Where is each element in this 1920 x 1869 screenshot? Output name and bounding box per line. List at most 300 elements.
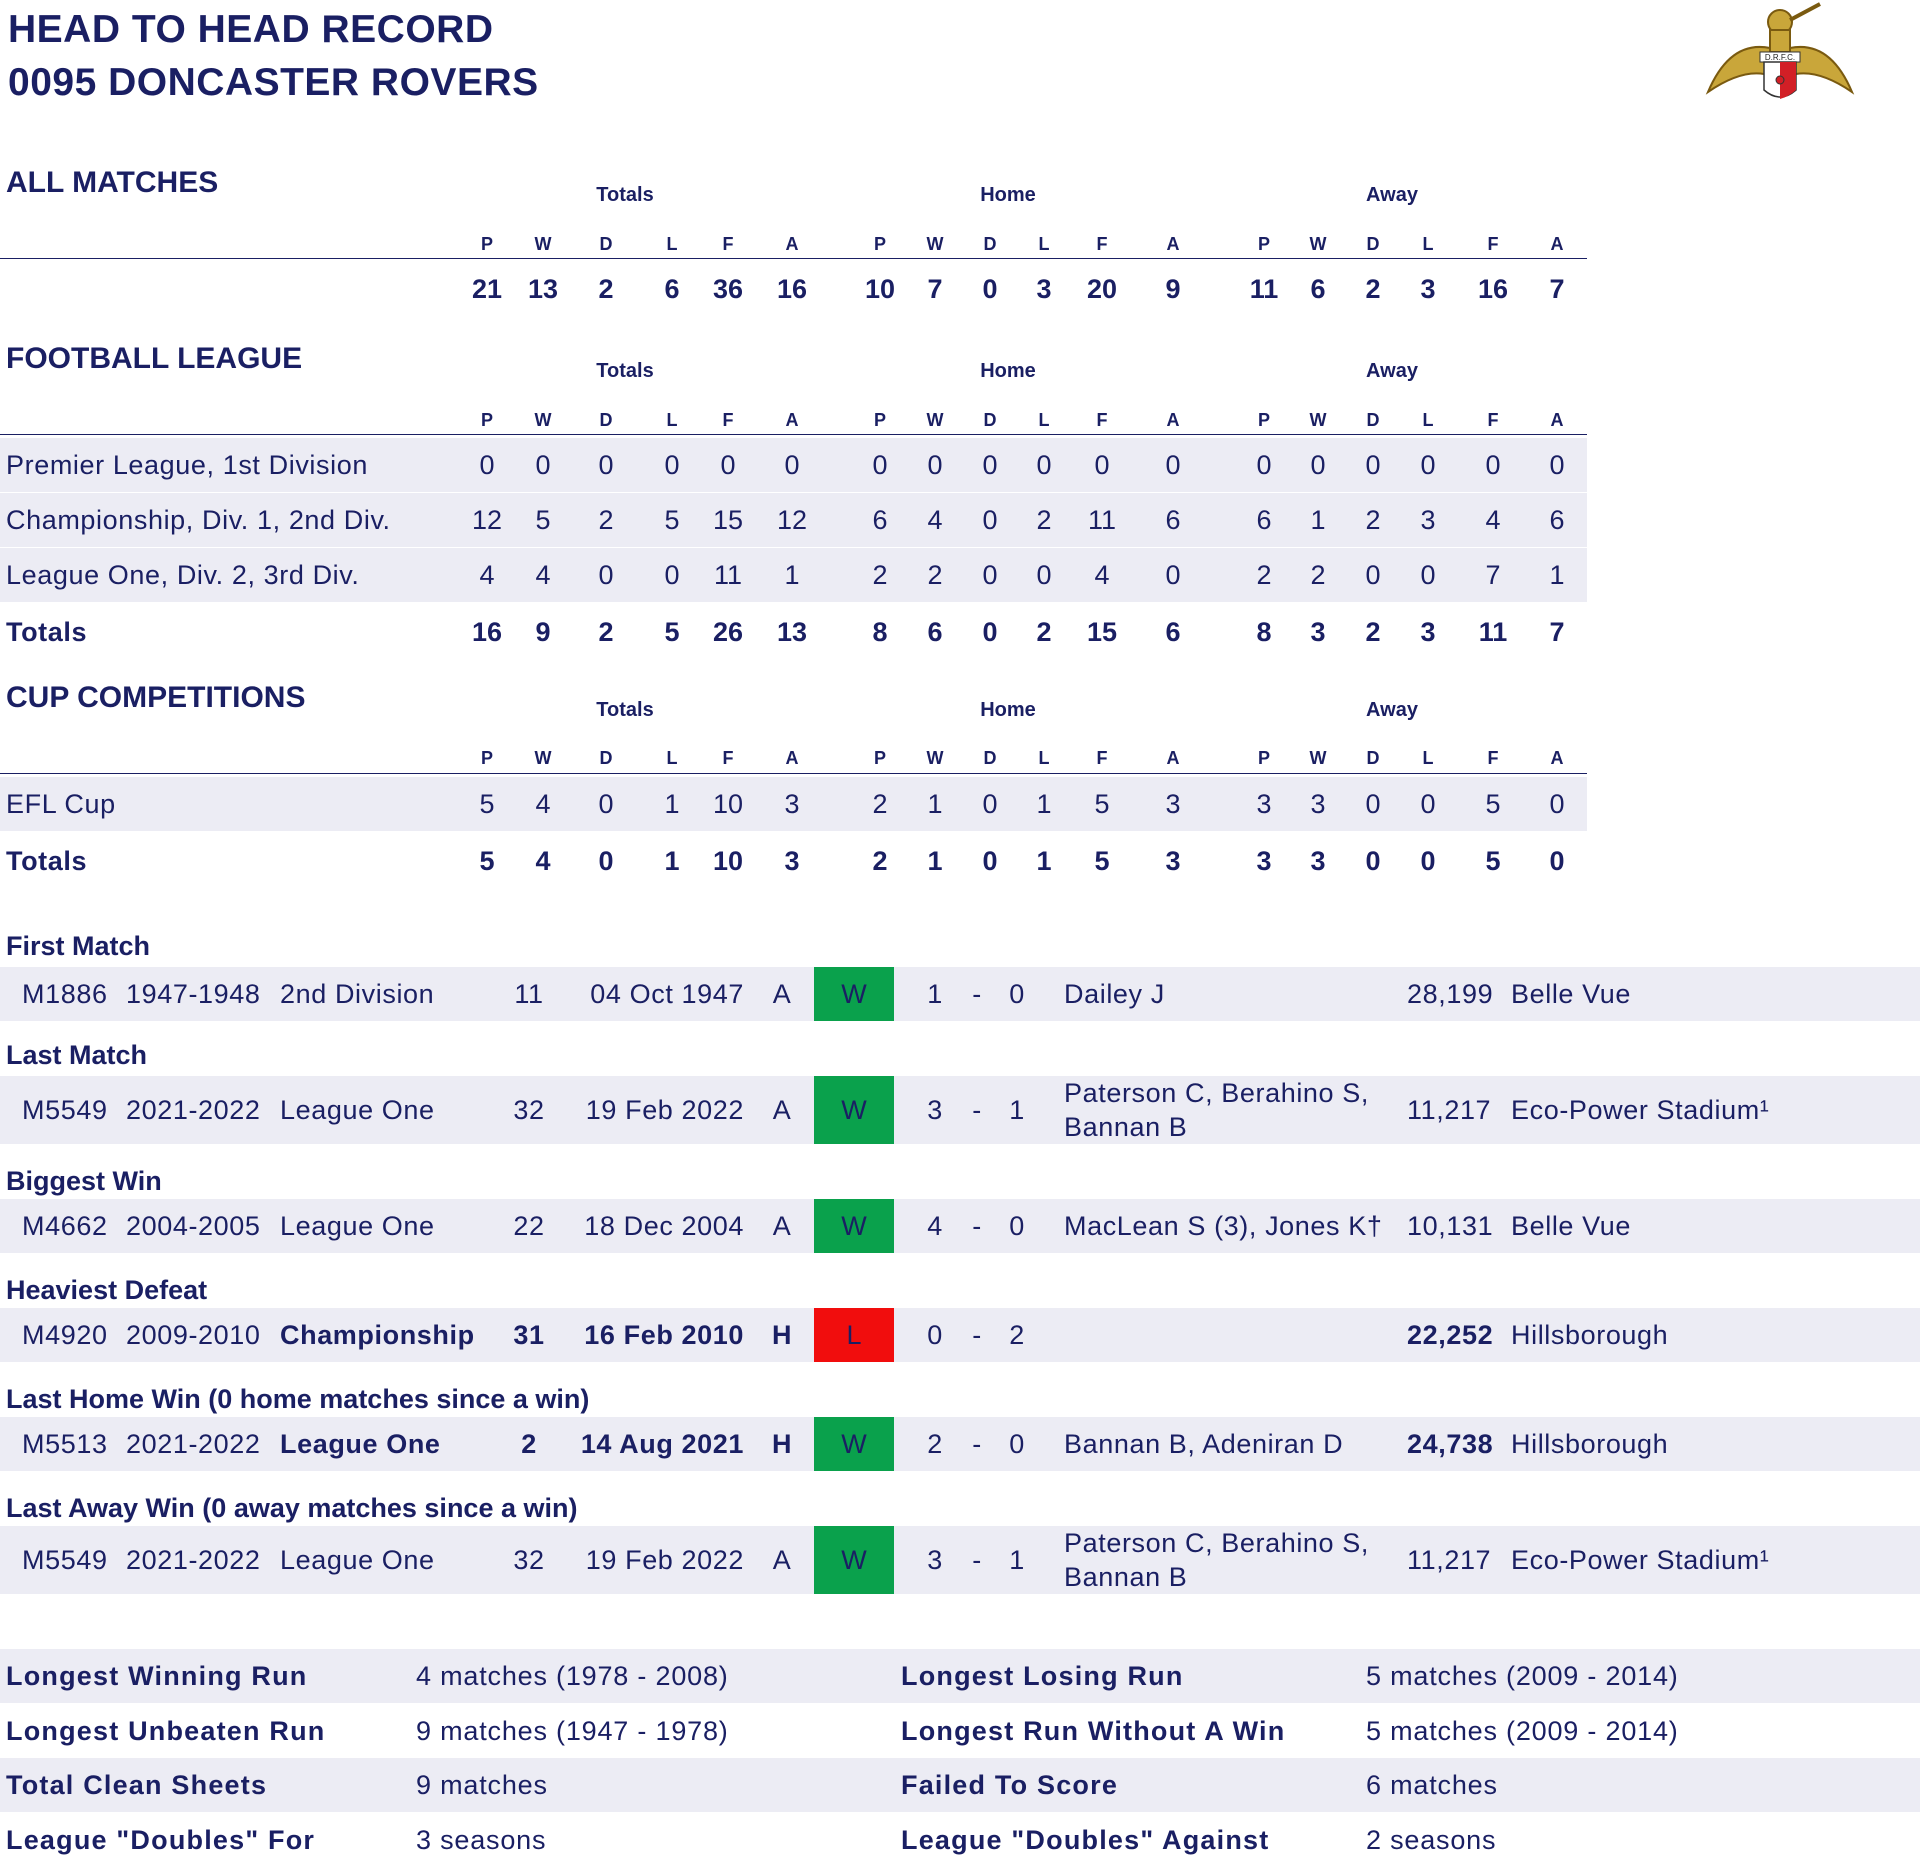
stat-value: 0 xyxy=(1549,789,1565,819)
column-header: D xyxy=(983,748,997,768)
stat-value: 5 xyxy=(664,617,680,647)
group-label-home: Home xyxy=(980,699,1036,721)
stat-value: 2 xyxy=(872,560,888,590)
stat-value: 2 xyxy=(1256,560,1272,590)
column-header: A xyxy=(785,748,799,768)
stat-value: 1 xyxy=(784,560,800,590)
stat-value: 20 xyxy=(1086,274,1118,304)
match-ground: Belle Vue xyxy=(1511,1211,1631,1241)
match-row xyxy=(0,967,1920,1021)
row-label: Totals xyxy=(6,617,88,647)
column-header: P xyxy=(873,234,887,254)
group-label-away: Away xyxy=(1366,360,1418,382)
goals-for: 1 xyxy=(927,979,943,1009)
match-date: 19 Feb 2022 xyxy=(585,1545,744,1575)
stat-value: 2 xyxy=(1310,560,1326,590)
group-label-away: Away xyxy=(1366,699,1418,721)
match-row xyxy=(0,1308,1920,1362)
stat-value: 6 xyxy=(1549,505,1565,535)
stat-value: 2 xyxy=(1365,274,1381,304)
table-row xyxy=(0,548,1587,602)
goals-for: 2 xyxy=(927,1429,943,1459)
match-season: 2004-2005 xyxy=(126,1211,261,1241)
stat-value: 0 xyxy=(664,560,680,590)
goals-against: 1 xyxy=(1009,1545,1025,1575)
match-id: M5513 xyxy=(22,1429,108,1459)
header-divider xyxy=(0,434,1587,435)
stat-value: 7 xyxy=(1549,274,1565,304)
column-header: A xyxy=(1550,234,1564,254)
stat-value: 0 xyxy=(982,789,998,819)
column-header: F xyxy=(1096,410,1108,430)
match-heading: Last Home Win (0 home matches since a win) xyxy=(6,1384,590,1414)
row-label: Championship, Div. 1, 2nd Div. xyxy=(6,505,391,535)
match-season: 2021-2022 xyxy=(126,1429,261,1459)
column-header: A xyxy=(785,410,799,430)
match-date: 04 Oct 1947 xyxy=(590,979,744,1009)
table-row xyxy=(0,493,1587,547)
match-venue: A xyxy=(772,1545,792,1575)
match-round: 22 xyxy=(513,1211,545,1241)
stat-value: 0 xyxy=(1256,450,1272,480)
stat-value: 11 xyxy=(1249,274,1279,304)
table-row xyxy=(0,777,1587,831)
stat-value: 0 xyxy=(982,274,998,304)
group-label-away: Away xyxy=(1366,184,1418,206)
stat-value: 9 xyxy=(1165,274,1181,304)
column-header: A xyxy=(1166,410,1180,430)
record-value: 5 matches (2009 - 2014) xyxy=(1366,1661,1679,1691)
scorer-line: Dailey J xyxy=(1064,979,1165,1009)
stat-value: 0 xyxy=(598,846,614,876)
stat-value: 36 xyxy=(712,274,744,304)
stat-value: 2 xyxy=(1365,505,1381,535)
stat-value: 3 xyxy=(1165,789,1181,819)
scorer-line: Bannan B xyxy=(1064,1562,1188,1592)
scorer-line: Paterson C, Berahino S, xyxy=(1064,1528,1369,1558)
stat-value: 5 xyxy=(664,505,680,535)
stat-value: 3 xyxy=(1420,274,1436,304)
stat-value: 2 xyxy=(927,560,943,590)
stat-value: 0 xyxy=(720,450,736,480)
scorer-line: Bannan B xyxy=(1064,1112,1188,1142)
column-header: A xyxy=(1166,234,1180,254)
stat-value: 0 xyxy=(664,450,680,480)
stat-value: 7 xyxy=(1485,560,1501,590)
column-header: W xyxy=(1309,748,1327,768)
stat-value: 8 xyxy=(872,617,888,647)
stat-value: 0 xyxy=(598,450,614,480)
stat-value: 26 xyxy=(712,617,744,647)
result-badge: W xyxy=(814,1076,894,1144)
all-matches-title: ALL MATCHES xyxy=(6,166,219,199)
match-competition: Championship xyxy=(280,1320,475,1350)
stat-value: 4 xyxy=(1485,505,1501,535)
match-competition: League One xyxy=(280,1545,435,1575)
match-id: M4920 xyxy=(22,1320,108,1350)
column-header: D xyxy=(1366,748,1380,768)
match-heading: First Match xyxy=(6,931,151,961)
stat-value: 0 xyxy=(1549,846,1565,876)
stat-value: 0 xyxy=(535,450,551,480)
match-id: M5549 xyxy=(22,1095,108,1125)
group-label-home: Home xyxy=(980,360,1036,382)
stat-value: 7 xyxy=(1549,617,1565,647)
stat-value: 1 xyxy=(1036,789,1052,819)
record-row xyxy=(0,1758,1920,1812)
record-label: Longest Run Without A Win xyxy=(901,1716,1286,1746)
match-venue: H xyxy=(771,1429,793,1459)
stat-value: 4 xyxy=(1094,560,1110,590)
column-header: W xyxy=(534,748,552,768)
record-value: 6 matches xyxy=(1366,1770,1498,1800)
match-row xyxy=(0,1526,1920,1594)
match-season: 2009-2010 xyxy=(126,1320,261,1350)
stat-value: 1 xyxy=(927,789,943,819)
stat-value: 0 xyxy=(1165,560,1181,590)
stat-value: 3 xyxy=(1310,617,1326,647)
page-title: HEAD TO HEAD RECORD xyxy=(8,8,494,51)
stat-value: 5 xyxy=(479,846,495,876)
stat-value: 0 xyxy=(1420,789,1436,819)
stat-value: 6 xyxy=(664,274,680,304)
match-season: 2021-2022 xyxy=(126,1545,261,1575)
stat-value: 0 xyxy=(982,505,998,535)
column-header: L xyxy=(666,748,678,768)
stat-value: 5 xyxy=(479,789,495,819)
record-label: Failed To Score xyxy=(901,1770,1119,1800)
stat-value: 2 xyxy=(598,617,614,647)
stat-value: 0 xyxy=(1365,560,1381,590)
drfc-crest-icon xyxy=(1700,0,1860,112)
column-header: F xyxy=(722,234,734,254)
group-label-home: Home xyxy=(980,184,1036,206)
stat-value: 3 xyxy=(1036,274,1052,304)
totals-row xyxy=(0,834,1587,888)
match-heading: Last Away Win (0 away matches since a win) xyxy=(6,1493,578,1523)
match-season: 2021-2022 xyxy=(126,1095,261,1125)
stat-value: 7 xyxy=(927,274,943,304)
match-round: 11 xyxy=(514,979,544,1009)
stat-value: 8 xyxy=(1256,617,1272,647)
goals-against: 0 xyxy=(1009,1211,1025,1241)
record-value: 3 seasons xyxy=(416,1825,547,1855)
stat-value: 6 xyxy=(872,505,888,535)
result-badge: W xyxy=(814,1526,894,1594)
column-header: D xyxy=(1366,234,1380,254)
stat-value: 3 xyxy=(784,846,800,876)
stat-value: 6 xyxy=(927,617,943,647)
svg-text:D.R.F.C.: D.R.F.C. xyxy=(1764,53,1796,62)
record-label: Longest Losing Run xyxy=(901,1661,1184,1691)
column-header: P xyxy=(1257,234,1271,254)
stat-value: 15 xyxy=(712,505,744,535)
score-dash: - xyxy=(972,1545,982,1575)
column-header: W xyxy=(1309,410,1327,430)
stat-value: 5 xyxy=(535,505,551,535)
stat-value: 0 xyxy=(927,450,943,480)
record-value: 2 seasons xyxy=(1366,1825,1497,1855)
column-header: F xyxy=(1096,748,1108,768)
match-ground: Hillsborough xyxy=(1511,1320,1669,1350)
stat-value: 0 xyxy=(982,846,998,876)
match-scorers xyxy=(1064,1209,1382,1243)
row-label: League One, Div. 2, 3rd Div. xyxy=(6,560,360,590)
stat-value: 3 xyxy=(1165,846,1181,876)
goals-against: 1 xyxy=(1009,1095,1025,1125)
match-season: 1947-1948 xyxy=(126,979,261,1009)
club-crest-logo xyxy=(1700,0,1860,112)
goals-against: 0 xyxy=(1009,979,1025,1009)
stat-value: 21 xyxy=(471,274,503,304)
match-scorers xyxy=(1064,977,1165,1011)
goals-for: 3 xyxy=(927,1095,943,1125)
column-header: D xyxy=(1366,410,1380,430)
column-header: W xyxy=(926,234,944,254)
stat-value: 5 xyxy=(1094,846,1110,876)
column-header: L xyxy=(1038,234,1050,254)
stat-value: 16 xyxy=(1477,274,1509,304)
stat-value: 10 xyxy=(712,789,744,819)
stat-value: 1 xyxy=(664,789,680,819)
match-id: M1886 xyxy=(22,979,108,1009)
match-scorers xyxy=(1064,1526,1369,1594)
column-header: D xyxy=(599,748,613,768)
header-divider xyxy=(0,773,1587,774)
match-attendance: 10,131 xyxy=(1407,1211,1494,1241)
stat-value: 1 xyxy=(1549,560,1565,590)
result-badge: W xyxy=(814,1199,894,1253)
column-header: W xyxy=(1309,234,1327,254)
stat-value: 6 xyxy=(1256,505,1272,535)
stat-value: 0 xyxy=(479,450,495,480)
result-badge: W xyxy=(814,967,894,1021)
stat-value: 11 xyxy=(1087,505,1117,535)
row-label: Premier League, 1st Division xyxy=(6,450,368,480)
scorer-line: Bannan B, Adeniran D xyxy=(1064,1429,1344,1459)
stat-value: 4 xyxy=(535,560,551,590)
column-header: L xyxy=(1038,748,1050,768)
column-header: P xyxy=(480,234,494,254)
stat-value: 13 xyxy=(527,274,559,304)
row-label: Totals xyxy=(6,846,88,876)
column-header: F xyxy=(722,410,734,430)
stat-value: 0 xyxy=(1310,450,1326,480)
score-dash: - xyxy=(972,1211,982,1241)
column-header: D xyxy=(599,234,613,254)
match-round: 32 xyxy=(513,1095,545,1125)
column-header: W xyxy=(534,410,552,430)
stat-value: 5 xyxy=(1485,789,1501,819)
match-scorers xyxy=(1064,1427,1343,1461)
column-header: P xyxy=(1257,748,1271,768)
match-venue: H xyxy=(771,1320,793,1350)
stat-value: 2 xyxy=(598,505,614,535)
stat-value: 5 xyxy=(1485,846,1501,876)
match-venue: A xyxy=(772,979,792,1009)
stat-value: 0 xyxy=(982,617,998,647)
column-header: F xyxy=(1487,748,1499,768)
column-header: A xyxy=(785,234,799,254)
stat-value: 0 xyxy=(1365,789,1381,819)
column-header: P xyxy=(480,410,494,430)
totals-row xyxy=(0,262,1587,316)
stat-value: 5 xyxy=(1094,789,1110,819)
table-row xyxy=(0,438,1587,492)
match-scorers xyxy=(1064,1076,1369,1144)
stat-value: 16 xyxy=(776,274,808,304)
stat-value: 6 xyxy=(1165,617,1181,647)
match-competition: League One xyxy=(280,1095,435,1125)
match-ground: Eco-Power Stadium¹ xyxy=(1511,1095,1770,1125)
stat-value: 2 xyxy=(1036,505,1052,535)
stat-value: 0 xyxy=(1036,560,1052,590)
column-header: L xyxy=(1422,234,1434,254)
record-label: Longest Winning Run xyxy=(6,1661,308,1691)
match-venue: A xyxy=(772,1211,792,1241)
group-label-totals: Totals xyxy=(596,360,654,382)
stat-value: 0 xyxy=(1549,450,1565,480)
stat-value: 2 xyxy=(1365,617,1381,647)
stat-value: 0 xyxy=(1420,560,1436,590)
match-heading: Heaviest Defeat xyxy=(6,1275,208,1305)
stat-value: 0 xyxy=(1420,450,1436,480)
record-value: 9 matches (1947 - 1978) xyxy=(416,1716,729,1746)
stat-value: 0 xyxy=(982,450,998,480)
column-header: W xyxy=(534,234,552,254)
stat-value: 2 xyxy=(872,789,888,819)
match-date: 18 Dec 2004 xyxy=(584,1211,744,1241)
column-header: L xyxy=(1422,410,1434,430)
stat-value: 0 xyxy=(1165,450,1181,480)
stat-value: 2 xyxy=(1036,617,1052,647)
score-dash: - xyxy=(972,1095,982,1125)
stat-value: 0 xyxy=(598,789,614,819)
stat-value: 3 xyxy=(1420,505,1436,535)
stat-value: 0 xyxy=(982,560,998,590)
match-competition: League One xyxy=(280,1211,435,1241)
club-title: 0095 DONCASTER ROVERS xyxy=(8,61,539,104)
record-row xyxy=(0,1649,1920,1703)
stat-value: 4 xyxy=(535,789,551,819)
match-heading: Last Match xyxy=(6,1040,148,1070)
record-value: 5 matches (2009 - 2014) xyxy=(1366,1716,1679,1746)
stat-value: 0 xyxy=(598,560,614,590)
column-header: P xyxy=(480,748,494,768)
stat-value: 0 xyxy=(872,450,888,480)
match-competition: League One xyxy=(280,1429,441,1459)
stat-value: 9 xyxy=(535,617,551,647)
column-header: F xyxy=(722,748,734,768)
column-header: L xyxy=(1422,748,1434,768)
stat-value: 4 xyxy=(927,505,943,535)
column-header: L xyxy=(666,410,678,430)
stat-value: 1 xyxy=(1036,846,1052,876)
score-dash: - xyxy=(972,1429,982,1459)
stat-value: 3 xyxy=(1310,846,1326,876)
match-attendance: 11,217 xyxy=(1407,1095,1492,1125)
match-ground: Eco-Power Stadium¹ xyxy=(1511,1545,1770,1575)
stat-value: 0 xyxy=(1094,450,1110,480)
stat-value: 0 xyxy=(1365,846,1381,876)
record-label: Longest Unbeaten Run xyxy=(6,1716,326,1746)
match-date: 19 Feb 2022 xyxy=(585,1095,744,1125)
column-header: A xyxy=(1550,748,1564,768)
goals-against: 2 xyxy=(1009,1320,1025,1350)
match-ground: Hillsborough xyxy=(1511,1429,1669,1459)
match-attendance: 24,738 xyxy=(1407,1429,1494,1459)
stat-value: 1 xyxy=(664,846,680,876)
score-dash: - xyxy=(972,979,982,1009)
header-divider xyxy=(0,258,1587,259)
row-label: EFL Cup xyxy=(6,789,116,819)
scorer-line: MacLean S (3), Jones K† xyxy=(1064,1211,1383,1241)
column-header: F xyxy=(1487,410,1499,430)
stat-value: 15 xyxy=(1086,617,1118,647)
record-row xyxy=(0,1704,1920,1758)
football-league-title: FOOTBALL LEAGUE xyxy=(6,342,303,375)
match-date: 14 Aug 2021 xyxy=(580,1429,744,1459)
stat-value: 11 xyxy=(1478,617,1508,647)
stat-value: 4 xyxy=(535,846,551,876)
column-header: F xyxy=(1487,234,1499,254)
column-header: A xyxy=(1166,748,1180,768)
column-header: D xyxy=(983,234,997,254)
match-heading: Biggest Win xyxy=(6,1166,162,1196)
stat-value: 3 xyxy=(1256,789,1272,819)
record-value: 4 matches (1978 - 2008) xyxy=(416,1661,729,1691)
goals-for: 0 xyxy=(927,1320,943,1350)
scorer-line: Paterson C, Berahino S, xyxy=(1064,1078,1369,1108)
column-header: P xyxy=(873,748,887,768)
stat-value: 12 xyxy=(776,505,808,535)
match-date: 16 Feb 2010 xyxy=(584,1320,744,1350)
match-attendance: 28,199 xyxy=(1407,979,1494,1009)
group-label-totals: Totals xyxy=(596,699,654,721)
stat-value: 2 xyxy=(598,274,614,304)
score-dash: - xyxy=(972,1320,982,1350)
column-header: W xyxy=(926,748,944,768)
totals-row xyxy=(0,605,1587,659)
stat-value: 0 xyxy=(1365,450,1381,480)
stat-value: 0 xyxy=(1036,450,1052,480)
match-row xyxy=(0,1076,1920,1144)
column-header: A xyxy=(1550,410,1564,430)
column-header: P xyxy=(873,410,887,430)
match-round: 32 xyxy=(513,1545,545,1575)
match-round: 2 xyxy=(521,1429,537,1459)
goals-for: 4 xyxy=(927,1211,943,1241)
goals-against: 0 xyxy=(1009,1429,1025,1459)
column-header: P xyxy=(1257,410,1271,430)
stat-value: 10 xyxy=(712,846,744,876)
stat-value: 4 xyxy=(479,560,495,590)
stat-value: 0 xyxy=(784,450,800,480)
match-attendance: 22,252 xyxy=(1407,1320,1494,1350)
match-round: 31 xyxy=(513,1320,545,1350)
match-id: M4662 xyxy=(22,1211,108,1241)
match-id: M5549 xyxy=(22,1545,108,1575)
stat-value: 16 xyxy=(471,617,503,647)
stat-value: 6 xyxy=(1310,274,1326,304)
column-header: L xyxy=(666,234,678,254)
record-label: League "Doubles" For xyxy=(6,1825,316,1855)
stat-value: 0 xyxy=(1485,450,1501,480)
stat-value: 12 xyxy=(471,505,503,535)
match-ground: Belle Vue xyxy=(1511,979,1631,1009)
goals-for: 3 xyxy=(927,1545,943,1575)
record-label: Total Clean Sheets xyxy=(6,1770,268,1800)
